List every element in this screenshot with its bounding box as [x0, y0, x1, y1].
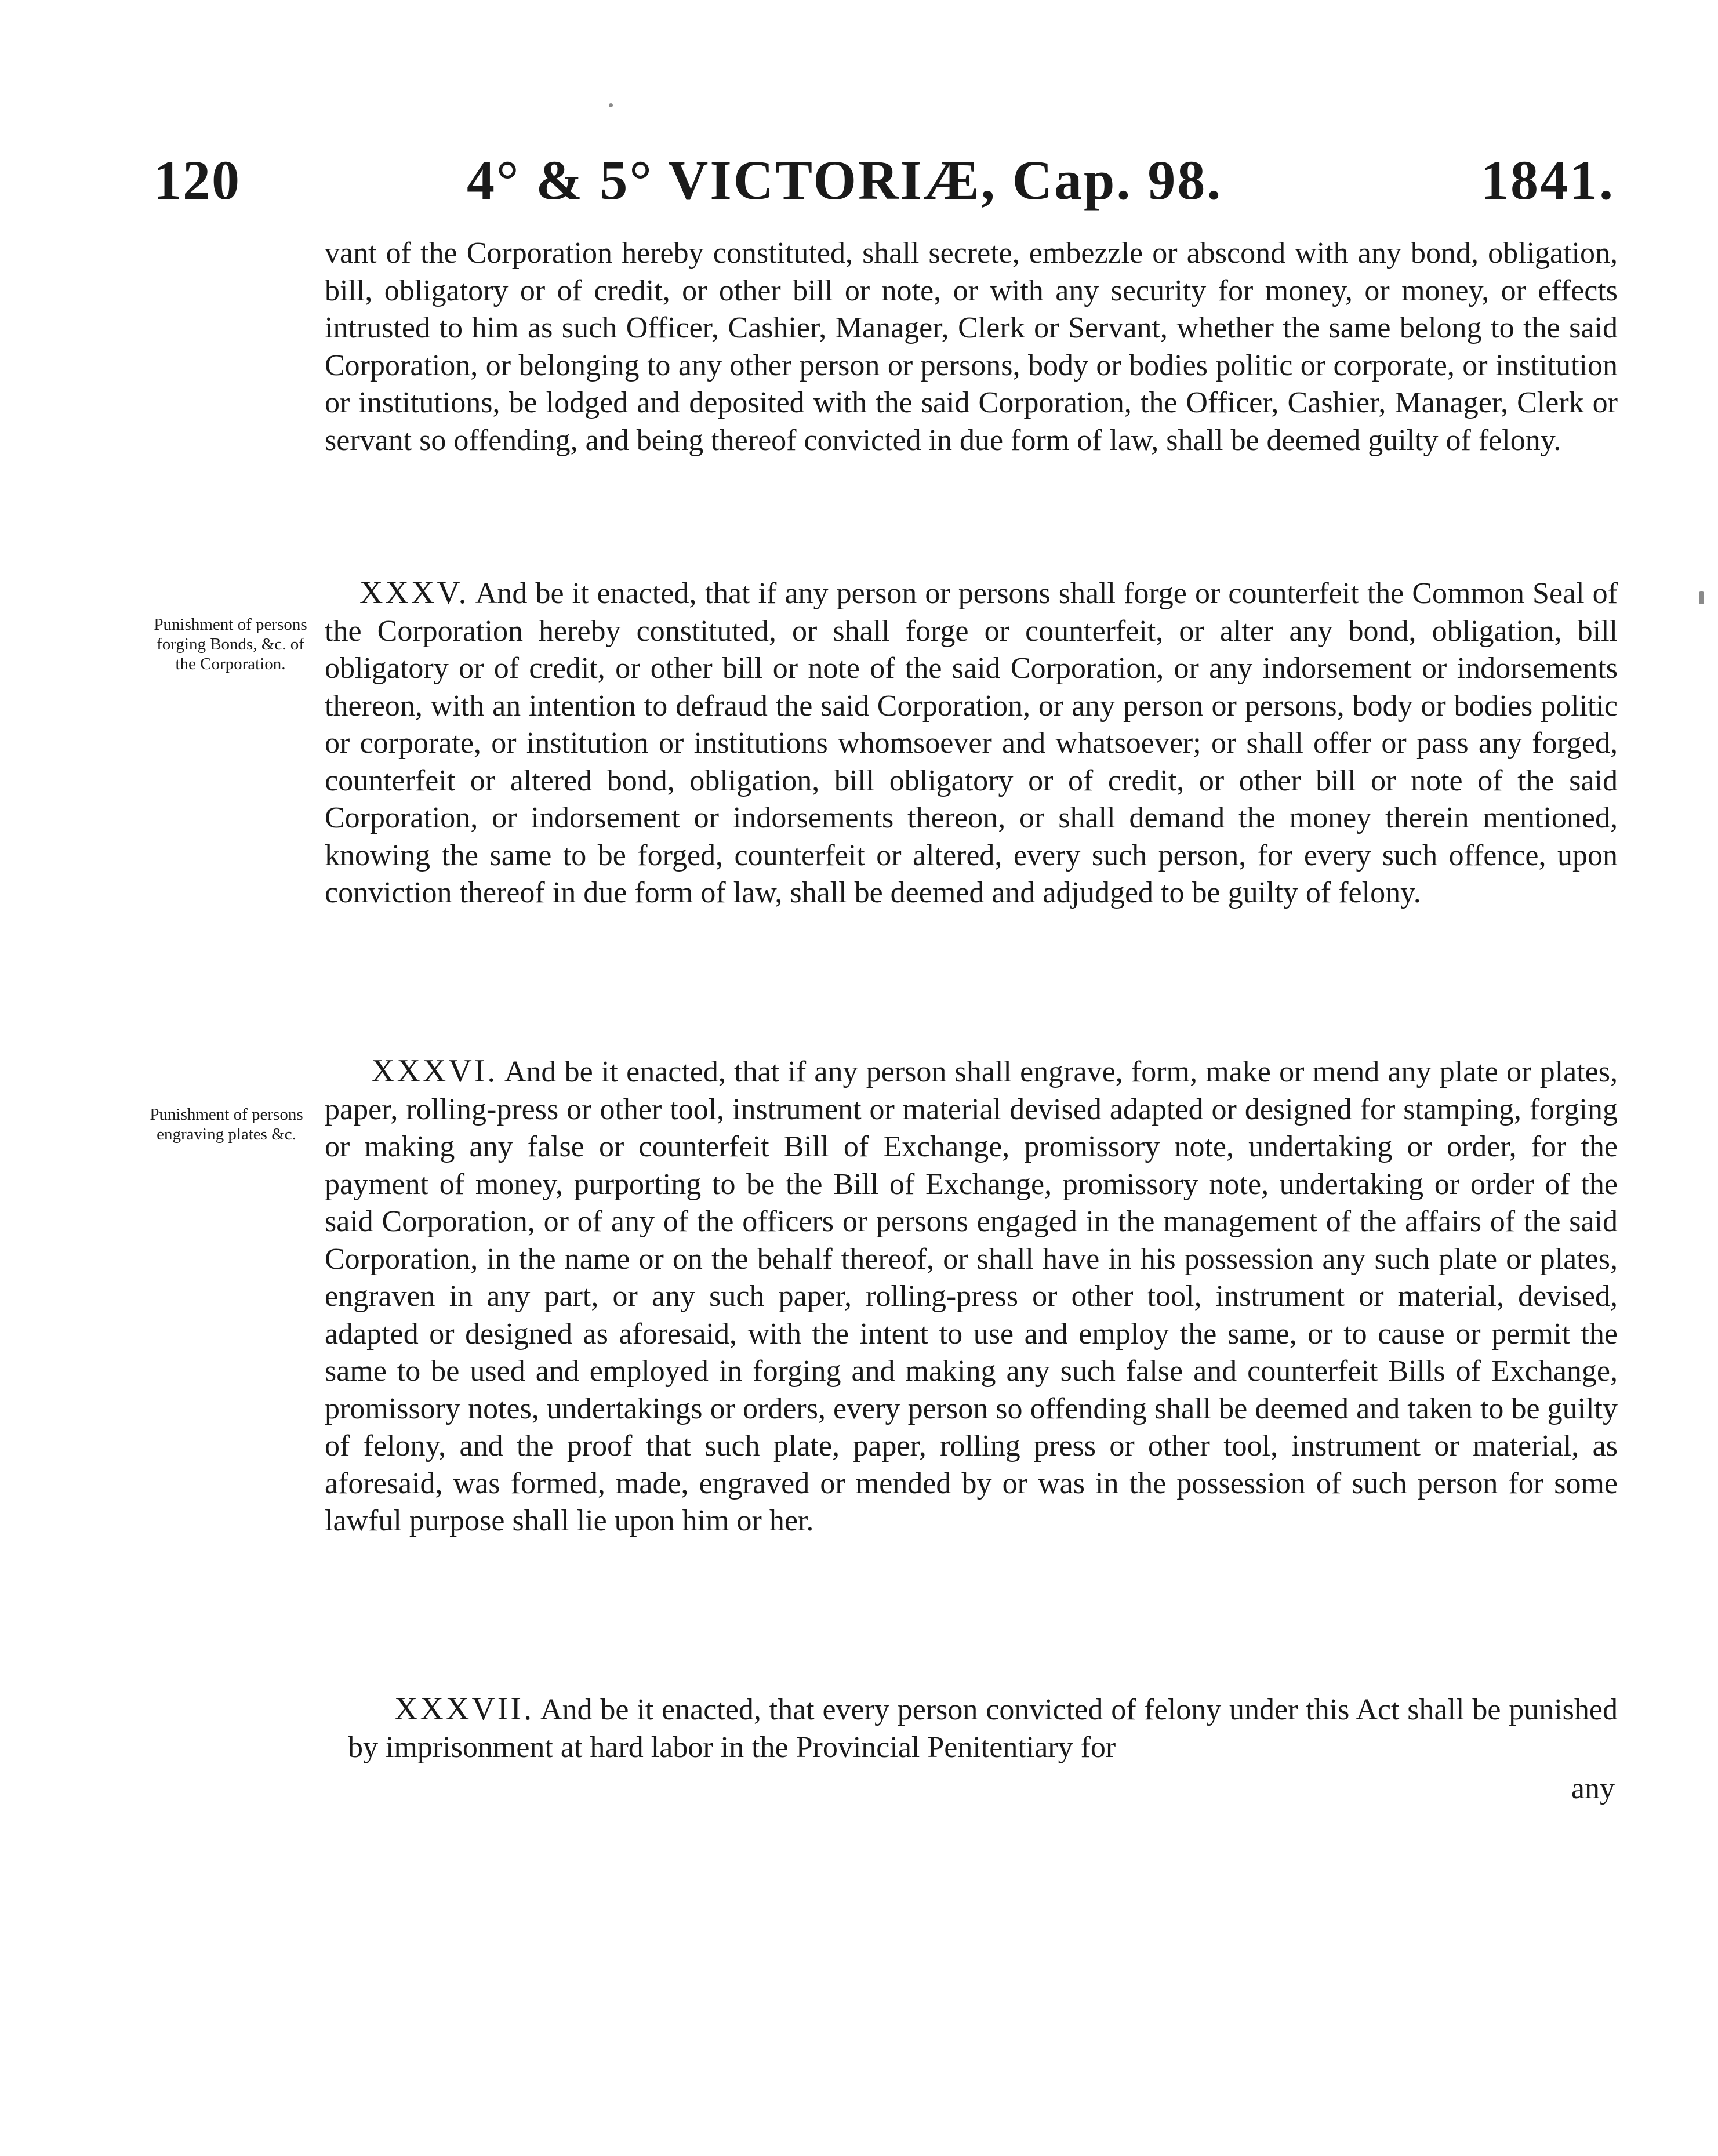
section-number: XXXVII.: [394, 1691, 535, 1727]
section-number: XXXV.: [359, 575, 469, 611]
header-year: 1841.: [1481, 149, 1615, 211]
margin-note-engraving-plates: Punishment of persons engraving plates &c.: [150, 1105, 303, 1144]
paragraph-text: vant of the Corporation hereby constituted, shall secrete, embezzle or abscond with any bond, obligation, bill, obligatory or of credit, or other bill or note, or with any security for money, or money, or effects intrusted to him as such Officer, Cashier, Manager, Clerk or Servant, whether the same belong to the said Corporation, or belonging to any other person or persons, body or bodies politic or corporate, or institution or institutions, be lodged and deposited with the said Corporation, the Officer, Cashier, Manager, Clerk or servant so offending, and being thereof convicted in due form of law, shall be deemed guilty of felony.: [325, 237, 1618, 457]
running-header: [154, 148, 1615, 212]
scan-speck: [1699, 591, 1704, 604]
margin-note-forging-bonds: Punishment of persons forging Bonds, &c. of the Corporation.: [154, 615, 307, 673]
section-number: XXXVI.: [371, 1053, 498, 1089]
section-xxxv: [325, 574, 1618, 912]
scan-speck: [609, 103, 613, 107]
paragraph-text: And be it enacted, that if any person shall engrave, form, make or mend any plate or plates, paper, rolling-press or other tool, instrument or material devised adapted or designed for stamping, forging or making any false or counterfeit Bill of Exchange, promissory note, undertaking or order, for the payment of money, purporting to be the Bill of Exchange, promissory note, undertaking or order of the said Corporation, or of any of the officers or persons engaged in the management of the affairs of the said Corporation, in the name or on the behalf thereof, or shall have in his possession any such plate or plates, engraven in any part, or any such paper, rolling-press or other tool, instrument or material, devised, adapted or designed as aforesaid, with the intent to use and employ the same, or to cause or permit the same to be used and employed in forging and making any such false and counterfeit Bills of Exchange, promissory notes, undertakings or orders, every person so offending shall be deemed and taken to be guilty of felony, and the proof that such plate, paper, rolling press or other tool, instrument or material, as aforesaid, was formed, made, engraved or mended by or was in the possession of such person for some lawful purpose shall lie upon him or her.: [325, 1055, 1618, 1537]
paragraph-text: And be it enacted, that every person convicted of felony under this Act shall be punished by imprisonment at hard labor in the Provincial Penitentiary for: [348, 1693, 1618, 1764]
paragraph-continuation: [325, 235, 1618, 459]
section-xxxvi: [325, 1052, 1618, 1540]
section-xxxvii: [348, 1690, 1618, 1766]
paragraph-text: And be it enacted, that if any person or persons shall forge or counterfeit the Common Seal of the Corporation hereby constituted, or shall forge or counterfeit, or alter any bond, obligation, bill obligatory or of credit, or other bill or note of the said Corporation, or any indorsement or indorsements thereon, with an intention to defraud the said Corporation, or any person or persons, body or bodies politic or corporate, or institution or institutions whomsoever and whatsoever; or shall offer or pass any forged, counterfeit or altered bond, obligation, bill obligatory or of credit, or other bill or note of the said Corporation, or indorsement or indorsements thereon, or shall demand the money therein mentioned, knowing the same to be forged, counterfeit or altered, every such person, for every such offence, upon conviction thereof in due form of law, shall be deemed and adjudged to be guilty of felony.: [325, 577, 1618, 909]
catchword: any: [1571, 1772, 1615, 1805]
chapter-title: 4° & 5° VICTORIÆ, Cap. 98.: [467, 149, 1223, 211]
page-number: 120: [154, 149, 241, 211]
